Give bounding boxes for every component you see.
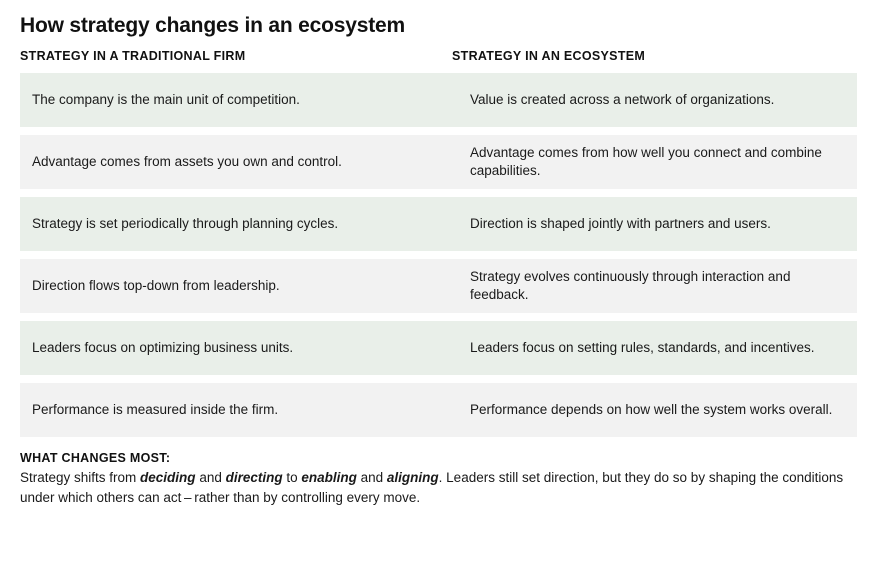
column-headers	[20, 49, 857, 63]
table-row	[20, 135, 857, 189]
column-header-traditional: STRATEGY IN A TRADITIONAL FIRM	[20, 49, 246, 64]
cell-ecosystem: Value is created across a network of organizations.	[452, 73, 857, 127]
footer-text-part5: . Leaders still set direction, but they do so by shaping the conditions under which others can act – rather than by controlling every move.	[20, 470, 844, 505]
footer-emphasis-directing: directing	[225, 470, 283, 486]
table-row	[20, 383, 857, 437]
footer-emphasis-deciding: deciding	[140, 470, 196, 486]
cell-traditional: Performance is measured inside the firm.	[20, 383, 452, 437]
footer-text-part2: and	[195, 470, 226, 486]
cell-traditional: Leaders focus on optimizing business units.	[20, 321, 452, 375]
cell-traditional: The company is the main unit of competition.	[20, 73, 452, 127]
footer-text-part4: and	[356, 470, 387, 486]
row-divider	[20, 127, 857, 135]
table-row	[20, 197, 857, 251]
row-divider	[20, 375, 857, 383]
cell-traditional: Strategy is set periodically through planning cycles.	[20, 197, 452, 251]
footer-text-part1: Strategy shifts from	[20, 470, 141, 486]
table-row	[20, 73, 857, 127]
row-divider	[20, 313, 857, 321]
page-title: How strategy changes in an ecosystem	[20, 14, 405, 37]
row-divider	[20, 251, 857, 259]
cell-ecosystem: Strategy evolves continuously through interaction and feedback.	[452, 259, 857, 313]
cell-ecosystem: Advantage comes from how well you connect and combine capabilities.	[452, 135, 857, 189]
column-header-ecosystem: STRATEGY IN AN ECOSYSTEM	[452, 49, 646, 64]
footer-label: WHAT CHANGES MOST:	[20, 451, 171, 466]
table-row	[20, 259, 857, 313]
footer-text-part3: to	[282, 470, 302, 486]
footer-emphasis-aligning: aligning	[386, 470, 439, 486]
cell-ecosystem: Performance depends on how well the system works overall.	[452, 383, 857, 437]
row-divider	[20, 189, 857, 197]
footer-emphasis-enabling: enabling	[301, 470, 357, 486]
cell-traditional: Direction flows top-down from leadership.	[20, 259, 452, 313]
cell-traditional: Advantage comes from assets you own and control.	[20, 135, 452, 189]
table-row	[20, 321, 857, 375]
cell-ecosystem: Direction is shaped jointly with partners and users.	[452, 197, 857, 251]
comparison-table	[20, 73, 857, 437]
footer-text	[20, 468, 857, 507]
footer-note	[20, 451, 857, 507]
cell-ecosystem: Leaders focus on setting rules, standards, and incentives.	[452, 321, 857, 375]
